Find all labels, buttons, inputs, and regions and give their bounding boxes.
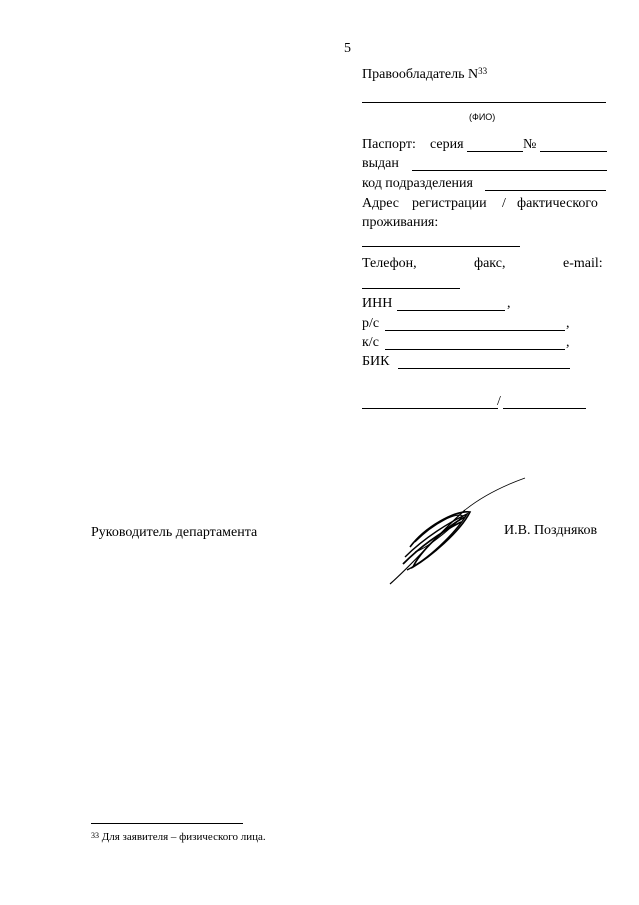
- email-label: e-mail:: [563, 256, 603, 271]
- issued-line: [412, 170, 607, 171]
- rightholder-label-text: Правообладатель N: [362, 67, 479, 82]
- bik-line: [398, 368, 570, 369]
- ks-label: к/с: [362, 335, 379, 350]
- contacts-line: [362, 288, 460, 289]
- rightholder-label: [362, 66, 487, 83]
- footnote-separator: [91, 823, 243, 824]
- division-code-label: код подразделения: [362, 176, 473, 191]
- inn-label: ИНН: [362, 296, 393, 311]
- inn-comma: ,: [507, 296, 511, 311]
- signatory-position: Руководитель департамента: [91, 525, 258, 540]
- address-word: Адрес: [362, 196, 400, 211]
- footnote-ref: 33: [478, 66, 488, 76]
- rightholder-name-line: [362, 102, 606, 103]
- footnote-number: 33: [91, 831, 99, 840]
- ks-line: [385, 349, 565, 350]
- issued-label: выдан: [362, 156, 399, 171]
- address-actual: фактического: [517, 196, 598, 211]
- rs-comma: ,: [566, 316, 570, 331]
- footnote: [91, 831, 266, 844]
- passport-label: Паспорт:: [362, 137, 416, 152]
- address-residence: проживания:: [362, 215, 439, 230]
- handwritten-signature: [385, 472, 530, 587]
- ks-comma: ,: [566, 335, 570, 350]
- passport-number-label: №: [523, 137, 537, 152]
- signature-decoding-line: [503, 408, 586, 409]
- signature-line: [362, 408, 498, 409]
- passport-series-label: серия: [430, 137, 464, 152]
- name-caption: (ФИО): [469, 112, 496, 122]
- division-code-line: [485, 190, 606, 191]
- address-registration: регистрации: [412, 196, 487, 211]
- bik-label: БИК: [362, 354, 390, 369]
- signature-slash: /: [497, 394, 501, 409]
- page-number: 5: [344, 41, 351, 56]
- address-line: [362, 246, 520, 247]
- passport-number-line: [540, 151, 607, 152]
- address-slash: /: [502, 196, 506, 211]
- fax-label: факс,: [474, 256, 506, 271]
- phone-label: Телефон,: [362, 256, 417, 271]
- signatory-name: И.В. Поздняков: [504, 523, 598, 538]
- rs-line: [385, 330, 565, 331]
- passport-series-line: [467, 151, 523, 152]
- inn-line: [397, 310, 505, 311]
- rs-label: р/с: [362, 316, 380, 331]
- footnote-text: Для заявителя – физического лица.: [99, 831, 266, 843]
